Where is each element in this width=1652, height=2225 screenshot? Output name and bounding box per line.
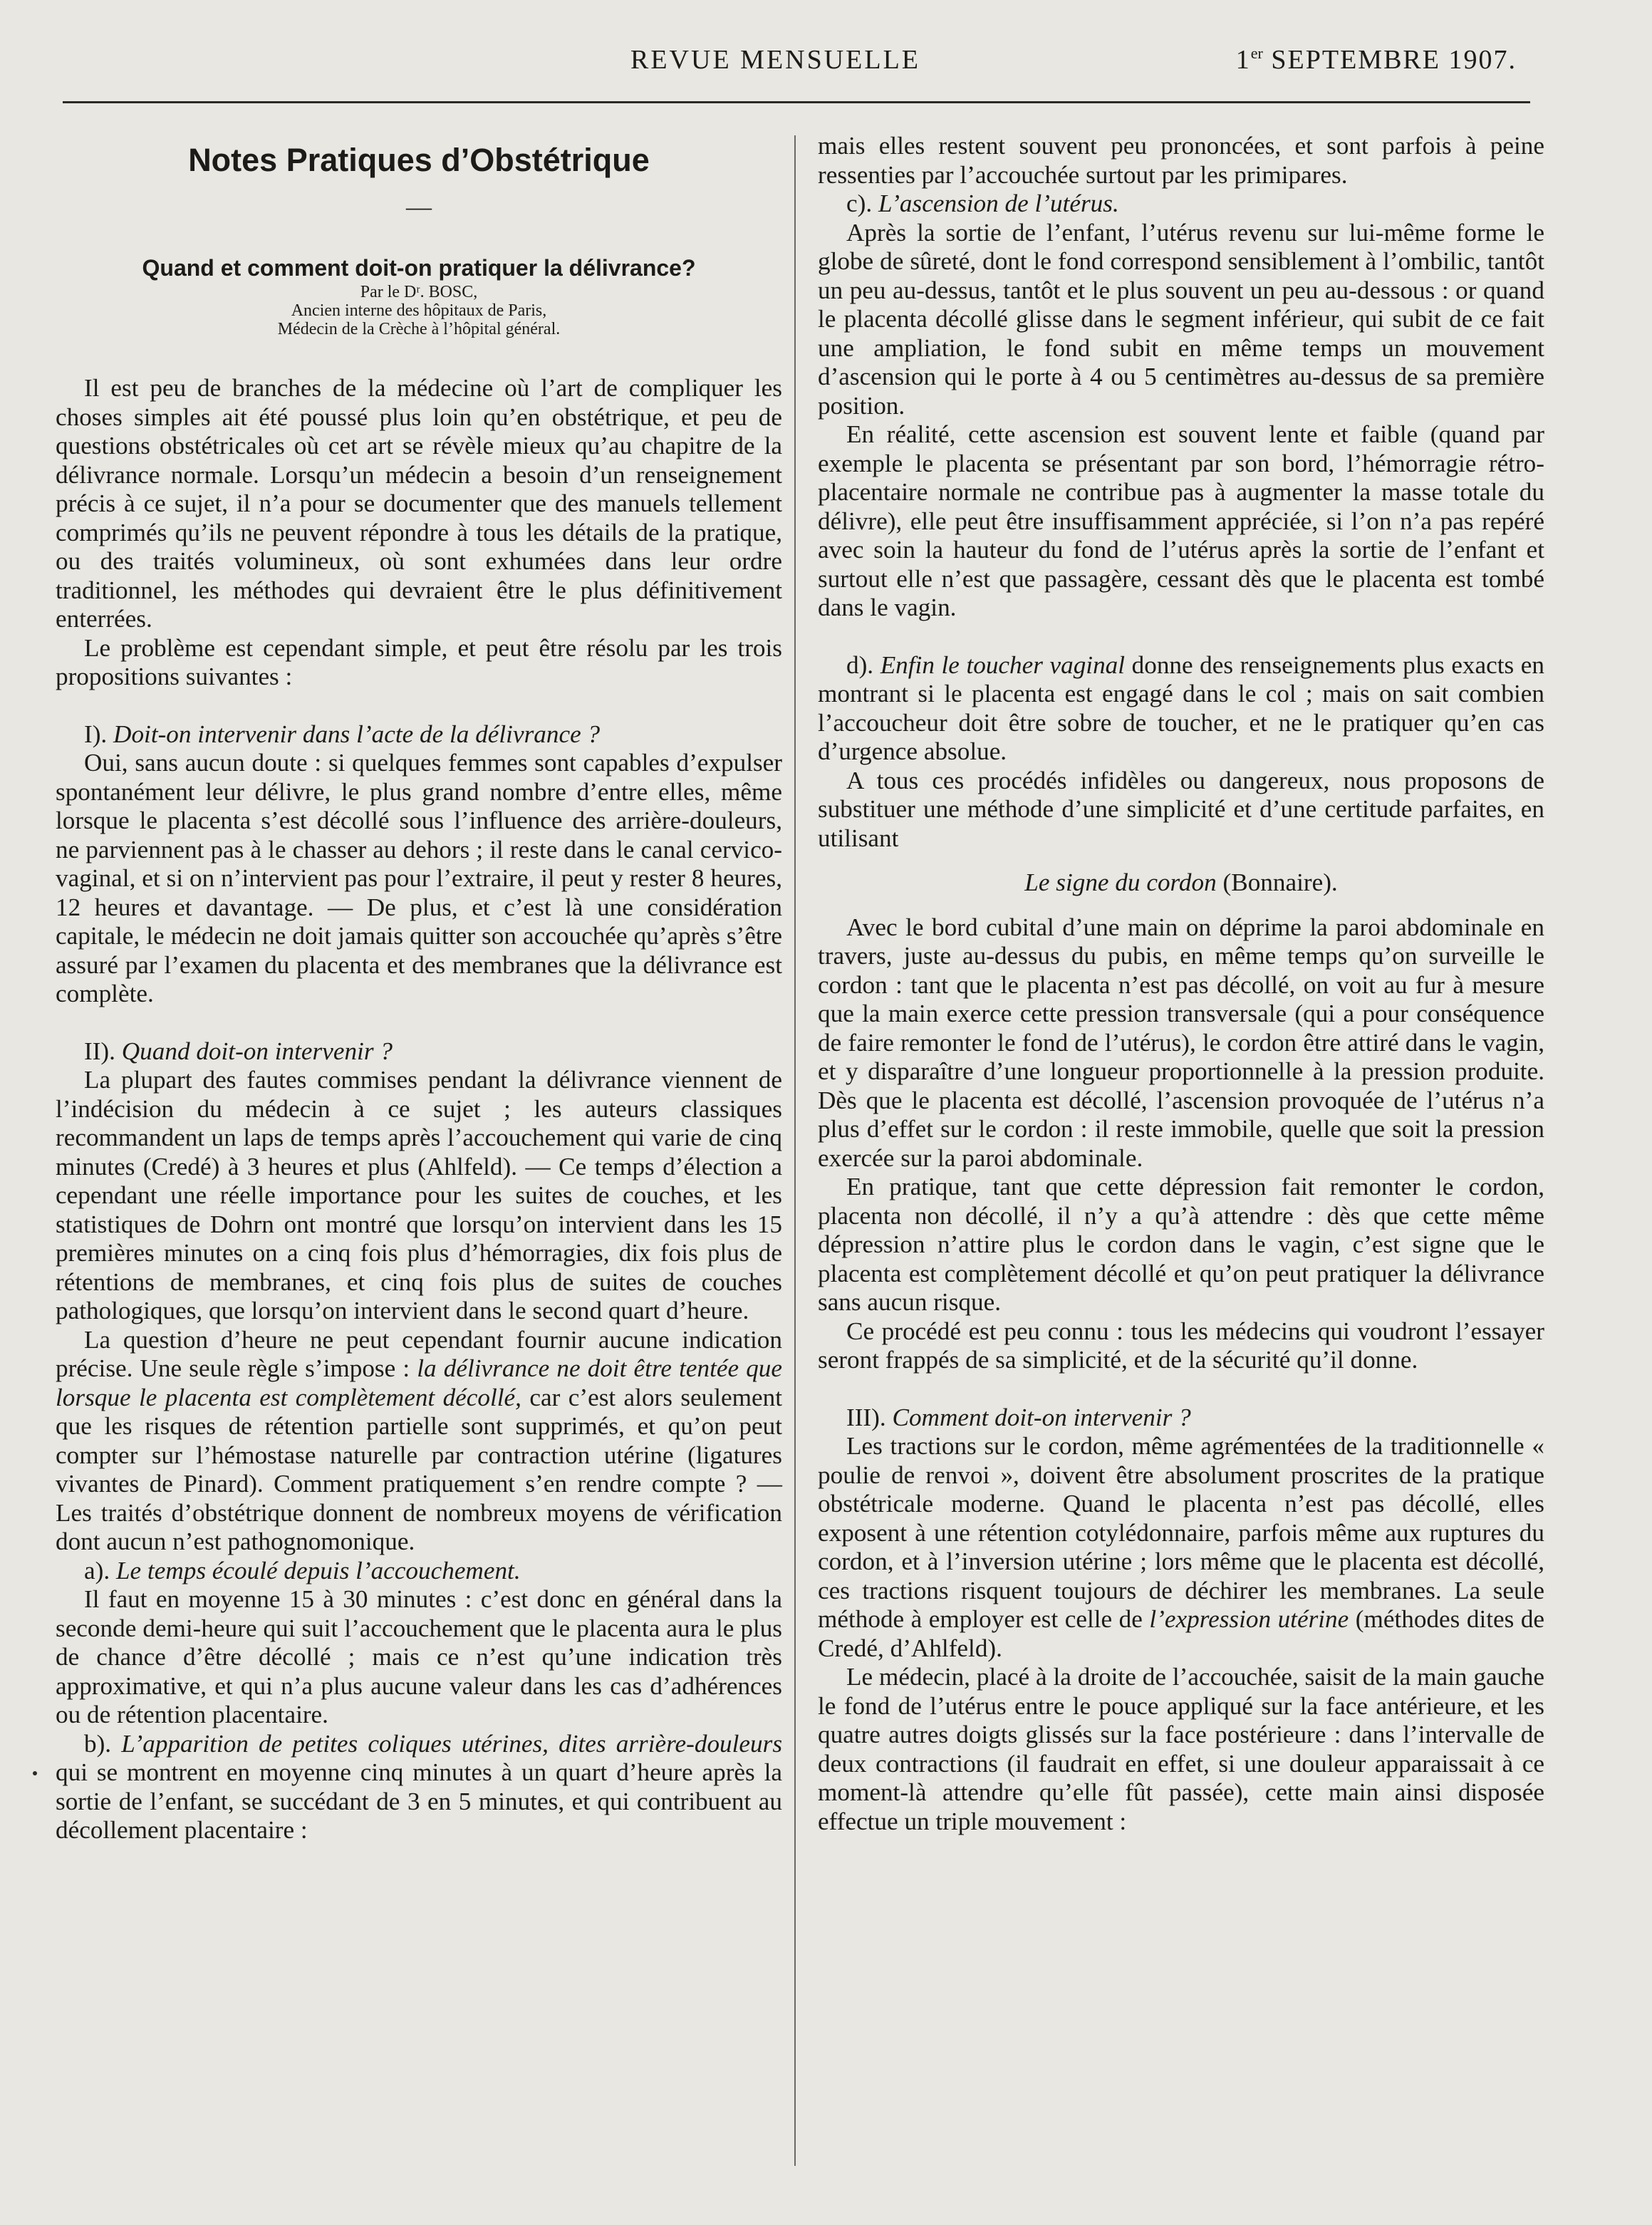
paragraph: Oui, sans aucun doute : si quelques femmes sont capables d’expulser spontanément leur délivre, le plus grand nombre d’entre elles, même lorsque le placenta s’est décollé sous l’influence des arrière-douleurs, ne parviennent pas à le chasser au dehors ; il reste dans le canal cervico-vaginal, et si on n’intervient pas pour l’extraire, il peut y rester 8 heures, 12 heures et davantage. — De plus, et c’est là une considération capitale, le médecin ne doit jamais quitter son accouchée qu’après s’être assuré par l’examen du placenta et des membranes que la délivrance est complète. — [56, 749, 782, 1007]
paragraph: Après la sortie de l’enfant, l’utérus revenu sur lui-même forme le globe de sûreté, dont le fond correspond sensiblement à l’ombilic, tantôt un peu au-dessus, tantôt et le plus souvent un peu au-dessous : or quand le placenta décollé glisse dans le segment inférieur, qui subit de ce fait une ampliation, le fond subit en même temps un mouvement d’ascension qui le porte à 4 ou 5 centimètres au-dessus de sa première position. — [818, 218, 1544, 420]
paragraph: En pratique, tant que cette dépression fait remonter le cordon, placenta non décollé, il n’y a qu’à attendre : dès que cette même dépression n’attire plus le cordon dans le vagin, c’est signe que le placenta est complètement décollé et qu’on peut pratiquer la délivrance sans aucun risque. — [818, 1173, 1544, 1316]
page-header — [0, 0, 1652, 107]
paragraph: La plupart des fautes commises pendant la délivrance viennent de l’indécision du médecin à ce sujet ; les auteurs classiques recommandent un laps de temps après l’accouchement qui varie de cinq minutes (Credé) à 3 heures et plus (Ahlfeld). — Ce temps d’élection a cependant une réelle importance pour les suites de couches, et les statistiques de Dohrn ont montré que lorsqu’on intervient dans les 15 premières minutes on a cinq fois plus d’hémorragies, dix fois plus de rétentions de membranes, et cinq fois plus de suites de couches pathologiques, que lorsqu’on intervient dans le second quart d’heure. — [56, 1066, 782, 1324]
header-rule — [63, 101, 1530, 103]
sign-heading: Le signe du cordon (Bonnaire). — [1024, 868, 1338, 896]
paragraph: En réalité, cette ascension est souvent lente et faible (quand par exemple le placenta se présentant par son bord, l’hémorragie rétro-placentaire normale ne contribue pas à augmenter la masse totale du délivre), elle peut être insuffisamment appréciée, si l’on n’a pas repéré avec soin la hauteur du fond de l’utérus après la sortie de l’enfant et surtout elle n’est que passagère, cessant dès que le placenta est tombé dans le vagin. — [818, 420, 1544, 621]
article-title: Notes Pratiques d’Obstétrique — [188, 142, 650, 178]
section-heading-2: II). Quand doit-on intervenir ? — [84, 1037, 393, 1065]
section-heading-3: III). Comment doit-on intervenir ? — [846, 1403, 1191, 1431]
paragraph: Le médecin, placé à la droite de l’accouchée, saisit de la main gauche le fond de l’utérus entre le pouce appliqué sur la face antérieure, et les quatre autres doigts glissés sur la face postérieure : dans l’intervalle de deux contractions (il faudrait en effet, si une douleur apparaissait à ce moment-là attendre qu’elle fût passée), cette main ainsi disposée effectue un triple mouvement : — [818, 1663, 1544, 1835]
paragraph: La question d’heure ne peut cependant fournir aucune indication précise. Une seule règle s’impose : la délivrance ne doit être tentée que lorsque le placenta est complètement décollé, car c’est alors seulement que les risques de rétention partielle sont supprimés, et qu’on peut compter sur l’hémostase naturelle par contraction utérine (ligatures vivantes de Pinard). Comment pratiquement s’en rendre compte ? — Les traités d’obstétrique donnent de nombreux moyens de vérification dont aucun n’est pathognomonique. — [56, 1325, 783, 1555]
left-column — [56, 132, 782, 1845]
subsection-a: a). Le temps écoulé depuis l’accouchement. — [84, 1556, 521, 1585]
paragraph: Le problème est cependant simple, et peut être résolu par les trois propositions suivantes : — [56, 633, 782, 690]
paragraph: A tous ces procédés infidèles ou dangereux, nous proposons de substituer une méthode d’une simplicité et d’une certitude parfaites, en utilisant — [818, 766, 1544, 852]
subsection-b: b). L’apparition de petites coliques utérines, dites arrière-douleurs qui se montrent en moyenne cinq minutes à un quart d’heure après la sortie de l’enfant, se succédant de 3 en 5 minutes, et qui contribuent au décollement placentaire : — [56, 1729, 783, 1844]
subsection-c: c). L’ascension de l’utérus. — [846, 190, 1119, 217]
right-column — [818, 132, 1544, 1836]
title-dash: — — [406, 192, 432, 221]
column-divider — [794, 135, 796, 2166]
ink-dot — [33, 1771, 37, 1775]
article-subtitle: Quand et comment doit-on pratiquer la délivrance? — [142, 255, 696, 281]
paragraph: Ce procédé est peu connu : tous les médecins qui voudront l’essayer seront frappés de sa simplicité, et de la sécurité qu’il donne. — [818, 1317, 1544, 1374]
paragraph: Il faut en moyenne 15 à 30 minutes : c’est donc en général dans la seconde demi-heure qui suit l’accouchement que le placenta aura le plus de chance d’être décollé ; mais ce n’est qu’une indication très approximative, et qui n’a plus aucune valeur dans les cas d’adhérences ou de rétention placentaire. — [56, 1585, 782, 1728]
paragraph: Avec le bord cubital d’une main on déprime la paroi abdominale en travers, juste au-dessus du pubis, en même temps qu’on surveille le cordon : tant que le placenta n’est pas décollé, on voit au fur à mesure que la main exerce cette pression transversale (qui a pour conséquence de faire remonter le fond de l’utérus), le cordon être attiré dans le vagin, et y disparaître d’une longueur proportionnelle à la pression produite. Dès que le placenta est décollé, l’ascension provoquée de l’utérus n’a plus d’effet sur le cordon : il reste immobile, quelle que soit la pression exercée sur la paroi abdominale. — [818, 913, 1544, 1172]
author-byline: Par le Dʳ. BOSC, Ancien interne des hôpitaux de Paris, Médecin de la Crèche à l’hôpital général. — [277, 283, 561, 338]
paragraph: Il est peu de branches de la médecine où l’art de compliquer les choses simples ait été poussé plus loin qu’en obstétrique, et peu de questions obstétricales où cet art se révèle mieux qu’au chapitre de la délivrance normale. Lorsqu’un médecin a besoin d’un renseignement précis à ce sujet, il n’a pour se documenter que des manuels tellement comprimés qu’ils ne peuvent répondre à tous les détails de la pratique, ou des traités volumineux, où sont exhumées dans leur ordre traditionnel, les méthodes qui devraient être le plus définitivement enterrées. — [56, 374, 782, 633]
section-heading-1: I). Doit-on intervenir dans l’acte de la délivrance ? — [84, 720, 601, 748]
subsection-d: d). Enfin le toucher vaginal donne des renseignements plus exacts en montrant si le placenta est engagé dans le col ; mais on sait combien l’accoucheur doit être sobre de toucher, et ne le pratiquer qu’en cas d’urgence absolue. — [818, 650, 1545, 765]
paragraph: Les tractions sur le cordon, même agrémentées de la traditionnelle « poulie de renvoi », doivent être absolument proscrites de la pratique obstétricale moderne. Quand le placenta n’est pas décollé, elles exposent à une rétention cotylédonnaire, parfois même aux ruptures du cordon, et à l’inversion utérine ; lors même que le placenta est décollé, ces tractions risquent toujours de déchirer les membranes. La seule méthode à employer est celle de l’expression utérine (méthodes dites de Credé, d’Ahlfeld). — [818, 1432, 1545, 1662]
journal-title: REVUE MENSUELLE — [630, 45, 921, 75]
paragraph: mais elles restent souvent peu prononcées, et sont parfois à peine ressenties par l’accouchée surtout par les primipares. — [818, 132, 1544, 189]
issue-date: 1er SEPTEMBRE 1907. — [1235, 44, 1517, 75]
